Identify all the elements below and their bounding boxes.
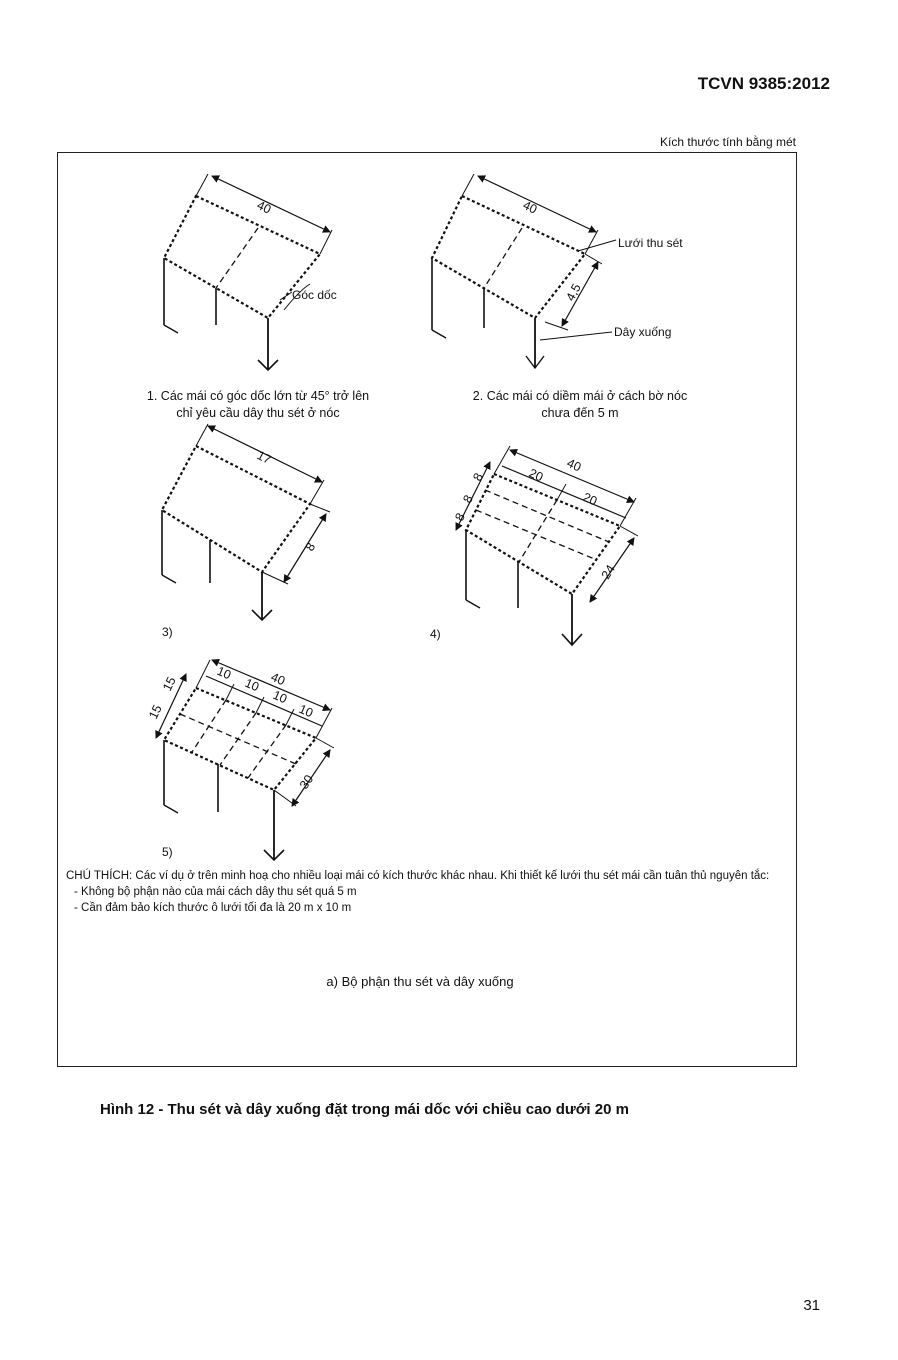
panel-4-dim-8-b: 8: [460, 492, 476, 506]
note-text: CHÚ THÍCH: Các ví dụ ở trên minh hoạ cho nhiều loại mái có kích thước khác nhau. Khi thiết kế lưới thu sét mái cần tuân thủ nguyên tắc:: [66, 870, 770, 882]
standard-code: TCVN 9385:2012: [697, 74, 830, 93]
panel-4-dim-20-b: 20: [580, 489, 600, 509]
panel-5-dim-10-a: 10: [214, 663, 234, 683]
panel-5-dim-15-b: 15: [160, 674, 179, 694]
panel-2-dim-4-5: 4,5: [563, 281, 584, 304]
panel-5-dim-10-d: 10: [296, 701, 316, 721]
panel-4-dim-40: 40: [564, 455, 584, 475]
note-item-1: - Không bộ phận nào của mái cách dây thu sét quá 5 m: [74, 886, 357, 898]
note-item-2: - Cần đảm bảo kích thước ô lưới tối đa là 20 m x 10 m: [74, 902, 352, 914]
panel-4-dim-20-a: 20: [526, 465, 546, 485]
panel-2-caption-line-1: 2. Các mái có diềm mái ở cách bờ nóc: [472, 389, 688, 403]
subfigure-title: a) Bộ phận thu sét và dây xuống: [326, 974, 514, 989]
figure-title: Hình 12 - Thu sét và dây xuống đặt trong mái dốc với chiều cao dưới 20 m: [100, 1101, 629, 1118]
panel-1-dim-40: 40: [254, 198, 274, 217]
panel-1-steep-roof: [164, 174, 332, 370]
panel-4-dim-8-c: 8: [470, 470, 486, 484]
panel-5-dim-40: 40: [268, 669, 288, 689]
units-note: Kích thước tính bằng mét: [660, 135, 796, 149]
panel-3-roof: [162, 424, 330, 620]
panel-2-downconductor-label: Dây xuống: [614, 325, 672, 339]
panel-2-dim-40: 40: [520, 198, 540, 217]
panel-2-caption-line-2: chưa đến 5 m: [541, 406, 619, 420]
panel-5-dim-15-a: 15: [146, 702, 165, 722]
panel-5-dim-10-c: 10: [270, 687, 290, 707]
panel-1-caption: [98, 388, 418, 422]
panel-2-mesh-label: Lưới thu sét: [618, 236, 683, 250]
panel-1-caption-line-1: 1. Các mái có góc dốc lớn từ 45° trở lên: [146, 389, 370, 403]
panel-1-caption-line-2: chỉ yêu cầu dây thu sét ở nóc: [176, 406, 340, 420]
panel-4-dim-24: 24: [598, 562, 618, 582]
panel-5-roof: [156, 660, 334, 860]
panel-3-dim-17: 17: [254, 448, 274, 467]
panel-2-caption: [420, 388, 740, 422]
note-block: [66, 868, 788, 916]
panel-4-dim-8-a: 8: [452, 510, 468, 524]
panel-5-dim-30: 30: [296, 772, 317, 792]
page-number: 31: [803, 1297, 820, 1314]
panel-4-roof: [456, 446, 638, 645]
panel-3-label: 3): [162, 625, 173, 639]
panel-3-dim-8: 8: [302, 540, 319, 554]
panel-5-label: 5): [162, 845, 173, 859]
panel-4-label: 4): [430, 627, 441, 641]
panel-5-dim-10-b: 10: [242, 675, 262, 695]
panel-1-slope-angle-label: Góc dốc: [292, 288, 337, 302]
